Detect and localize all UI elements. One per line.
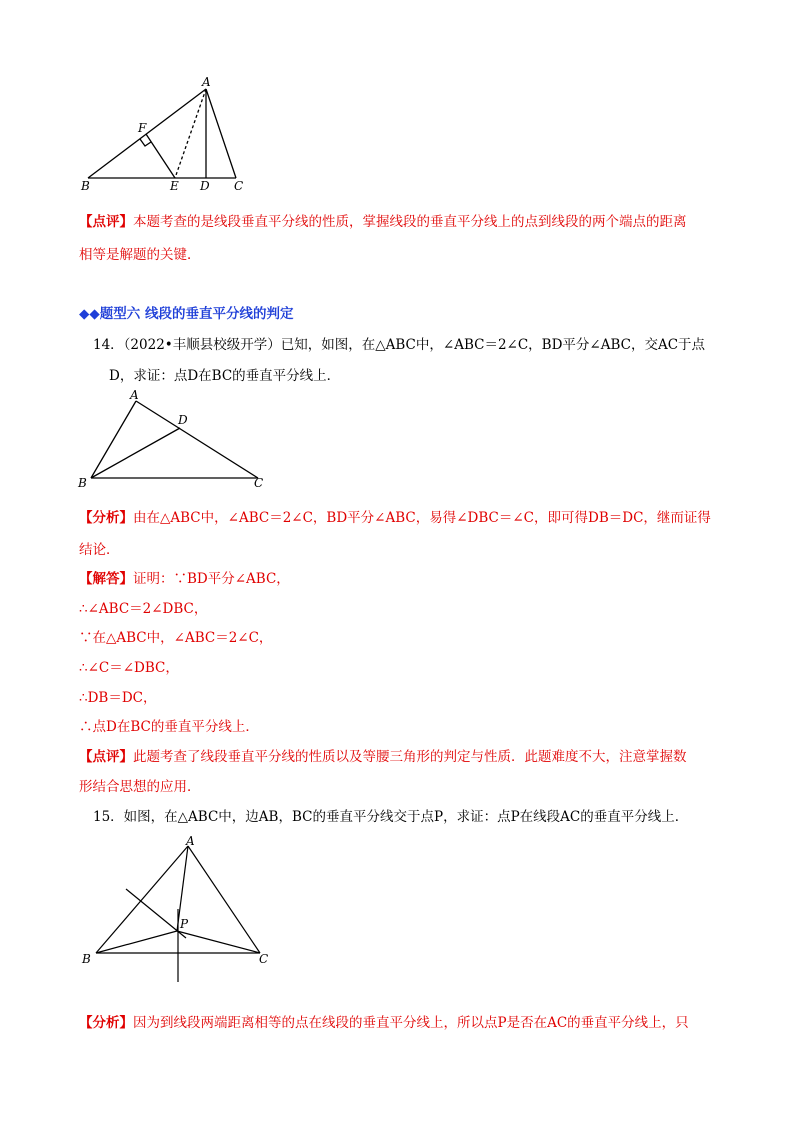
figure-q14-triangle <box>76 388 276 492</box>
comment-13-line-1 <box>79 212 687 232</box>
figure-triangle-abc-perpendicular-bisector <box>78 74 258 194</box>
fig1-label-c: C <box>234 179 244 193</box>
q15-analysis-line-1 <box>79 1013 689 1033</box>
fig1-label-f: F <box>138 121 147 135</box>
fig1-label-d: D <box>200 179 210 193</box>
q15-label-a: A <box>186 834 195 848</box>
q14-label-d: D <box>178 413 188 427</box>
comment-tag-2: 【点评】 <box>79 749 133 765</box>
section-heading <box>79 304 293 324</box>
q15-analysis-text: 因为到线段两端距离相等的点在线段的垂直平分线上，所以点P是否在AC的垂直平分线上，只 <box>133 1015 689 1031</box>
section-title: 题型六 线段的垂直平分线的判定 <box>99 306 294 322</box>
figure-q15-triangle <box>76 832 286 987</box>
comment-13-line-2: 相等是解题的关键． <box>79 247 201 263</box>
q15-label-c: C <box>259 952 269 966</box>
solution-tag: 【解答】 <box>79 571 133 587</box>
q14-label-b: B <box>78 476 87 490</box>
q15-stem-line-1: 15．如图，在△ABC中，边AB，BC的垂直平分线交于点P，求证：点P在线段AC的垂直平分线上． <box>93 809 689 825</box>
fig1-label-e: E <box>170 179 179 193</box>
comment-tag: 【点评】 <box>79 214 133 230</box>
q14-label-c: C <box>254 476 264 490</box>
q14-solution-line-4: ∴∠C＝∠DBC， <box>79 660 179 676</box>
section-marker: ◆◆ <box>79 306 100 322</box>
q14-stem-line-2: D，求证：点D在BC的垂直平分线上． <box>109 368 341 384</box>
q14-comment-text: 此题考查了线段垂直平分线的性质以及等腰三角形的判定与性质．此题难度不大，注意掌握数 <box>133 749 687 765</box>
analysis-tag-2: 【分析】 <box>79 1015 133 1031</box>
fig1-label-a: A <box>202 75 211 89</box>
q14-stem-line-1: 14．（2022•丰顺县校级开学）已知，如图，在△ABC中，∠ABC＝2∠C，BD平分∠ABC，交AC于点 <box>93 337 706 353</box>
q14-analysis-text: 由在△ABC中，∠ABC＝2∠C，BD平分∠ABC，易得∠DBC＝∠C，即可得DB＝DC，继而证得 <box>133 510 711 526</box>
q14-solution-line-5: ∴DB＝DC， <box>79 690 157 706</box>
q14-label-a: A <box>130 388 139 402</box>
q14-solution-line-1 <box>79 569 290 589</box>
q14-comment-line-1 <box>79 747 687 767</box>
q15-label-b: B <box>82 952 91 966</box>
q14-solution-line-3: ∵在△ABC中，∠ABC＝2∠C， <box>79 630 273 646</box>
q14-solution-text-1: 证明：∵BD平分∠ABC， <box>133 571 290 587</box>
fig1-label-b: B <box>81 179 90 193</box>
analysis-tag: 【分析】 <box>79 510 133 526</box>
comment-13-text: 本题考查的是线段垂直平分线的性质，掌握线段的垂直平分线上的点到线段的两个端点的距离 <box>133 214 687 230</box>
q14-analysis-line-2: 结论． <box>79 542 120 558</box>
q14-solution-line-2: ∴∠ABC＝2∠DBC， <box>79 601 208 617</box>
q14-solution-line-6: ∴点D在BC的垂直平分线上． <box>79 719 259 735</box>
q14-comment-line-2: 形结合思想的应用． <box>79 779 201 795</box>
q15-label-p: P <box>180 917 189 931</box>
q14-analysis-line-1 <box>79 508 711 528</box>
